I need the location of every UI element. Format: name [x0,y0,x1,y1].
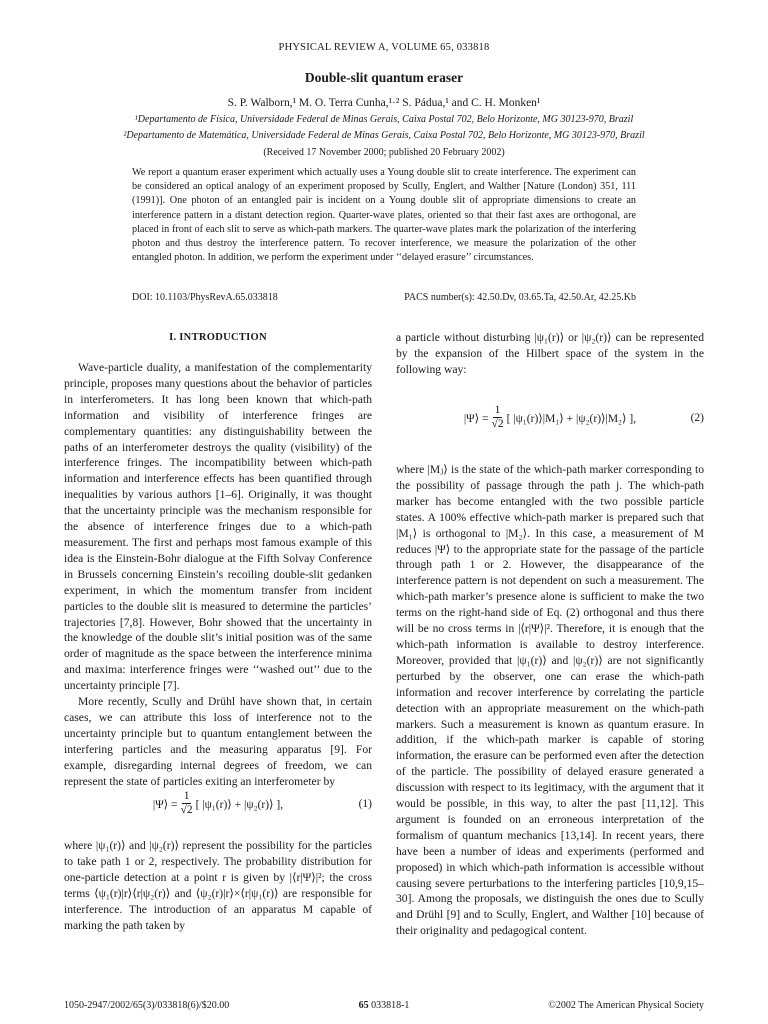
footer-copyright: ©2002 The American Physical Society [548,1000,704,1011]
intro-paragraph-3: where |ψ₁(r)⟩ and |ψ₂(r)⟩ represent the possibility for the particles to take path 1 or 2, respectively. The probability distribution for one-particle detection at a point r is given by |⟨r|Ψ⟩|²; the cross terms ⟨ψ₁(r)|r⟩⟨r|ψ₂(r)⟩ and ⟨ψ₂(r)|r⟩×⟨r|ψ₁(r)⟩ are responsible for interference. The introduction of an apparatus M capable of marking the path taken by [64,839,372,932]
eq2-rhs: [ |ψ₁(r)⟩|M₁⟩ + |ψ₂(r)⟩|M₂⟩ ], [506,412,637,425]
journal-header: PHYSICAL REVIEW A, VOLUME 65, 033818 [278,42,490,53]
affiliation-2: ²Departamento de Matemática, Universidade Federal de Minas Gerais, Caixa Postal 702, Belo Horizonte, MG 30123-970, Brazil [123,130,645,141]
eq2-lhs: |Ψ⟩ = [463,412,489,425]
right-paragraph-2: where |Mⱼ⟩ is the state of the which-path marker corresponding to the possibility of passage through the path j. The which-path marker has become entangled with the two possible particle states. A 100% effective which-path marker is prepared such that |M₁⟩ is orthogonal to |M₂⟩. In this case, a measurement of M reduces |Ψ⟩ to the appropriate state for the passage of the particle through path 1 or 2. However, the disappearance of the interference pattern is not dependent on such a measurement. The which-path marker’s presence alone is sufficient to make the two terms on the right-hand side of Eq. (2) orthogonal and thus there will be no cross terms in |⟨r|Ψ⟩|². Therefore, it is enough that the which-path information is available to destroy interference. Moreover, provided that |ψ₁(r)⟩ and |ψ₂(r)⟩ are not significantly perturbed by the observer, one can erase the which-path information and recover interference by correlating the particle detection with an appropriate measurement on the which-path markers. Such a measurement is known as quantum erasure. In addition, if the which-path marker is capable of storing information, the erasure can be performed even after the detection of the particle. The possibility of delayed erasure generated a discussion with respect to its legitimacy, with the argument that it would be possible, in this way, to alter the past [11,12]. This argument is founded on an erroneous interpretation of the formalism of quantum mechanics [13,14]. In recent years, there have been a number of ideas and experiments (performed and proposed) in which which-path information is accessible without causing severe perturbations to the interfering particles [10,9,15–30]. Among the proposals, we distinguish the ones due to Scully and Drühl [9] and to Scully, Englert, and Walther [10] because of their originality and pedagogical content. [396,463,704,938]
eq1-fraction [181,790,193,817]
eq2-number: (2) [690,411,704,424]
right-column-top [396,330,704,378]
footer-article-number: 033818-1 [371,1000,410,1011]
footer-issn: 1050-2947/2002/65(3)/033818(6)/$20.00 [64,1000,230,1011]
eq2-fraction [492,404,504,431]
left-column [64,360,372,789]
pacs-numbers: PACS number(s): 42.50.Dv, 03.65.Ta, 42.50.Ar, 42.25.Kb [404,292,636,303]
paper-title: Double-slit quantum eraser [304,70,464,85]
equation-2 [396,404,704,431]
right-column-body [396,462,704,939]
author-list: S. P. Walborn,¹ M. O. Terra Cunha,¹·² S. Pádua,¹ and C. H. Monken¹ [227,97,541,109]
received-date: (Received 17 November 2000; published 20 February 2002) [263,147,505,158]
eq1-rhs: [ |ψ₁(r)⟩ + |ψ₂(r)⟩ ], [195,798,284,811]
abstract: We report a quantum eraser experiment which actually uses a Young double slit to create interference. The experiment can be considered an optical analogy of an experiment proposed by Scully, Englert, and Walther [Nature (London) 351, 111 (1991)]. One photon of an entangled pair is incident on a Young double slit of appropriate dimensions to create an interference pattern in a distant detection region. Quarter-wave plates, oriented so that their fast axes are orthogonal, are placed in front of each slit to serve as which-path markers. The quarter-wave plates mark the polarization of the interfering photon and thus destroy the interference pattern. To recover interference, we measure the polarization of the other entangled photon. In addition, we perform the experiment under ‘‘delayed erasure’’ circumstances. [132,167,636,264]
right-paragraph-1: a particle without disturbing |ψ₁(r)⟩ or |ψ₂(r)⟩ can be represented by the expansion of the Hilbert space of the system in the following way: [396,331,704,376]
footer-volume: 65 [358,1000,369,1011]
eq1-lhs: |Ψ⟩ = [152,798,178,811]
eq1-denominator: √2 [180,804,193,816]
left-column-continued [64,838,372,933]
section-heading-introduction: I. INTRODUCTION [169,332,267,343]
eq2-numerator: 1 [494,404,501,416]
equation-1 [64,790,372,817]
eq1-number: (1) [358,797,372,810]
affiliation-1: ¹Departamento de Física, Universidade Federal de Minas Gerais, Caixa Postal 702, Belo Horizonte, MG 30123-970, Brazil [134,114,634,125]
eq1-numerator: 1 [183,790,190,802]
eq2-denominator: √2 [491,418,504,430]
intro-paragraph-2: More recently, Scully and Drühl have shown that, in certain cases, we can attribute this loss of interference not to the uncertainty principle but to quantum entanglement between the interfering particles and the measuring apparatus [9]. For example, disregarding internal degrees of freedom, we can represent the state of particles exiting an interferometer by [64,695,372,788]
doi-link[interactable]: DOI: 10.1103/PhysRevA.65.033818 [132,292,278,303]
intro-paragraph-1: Wave-particle duality, a manifestation of the complementarity principle, proposes many questions about the behavior of particles in interferometers. It has long been known that which-path information and visibility of interference fringes are complementary quantities: any distinguishability between the paths of an interferometer destroys the quality (visibility) of the interference fringes. The incompatibility between which-path information and interference effects has been quantified through inequalities by various authors [1–6]. Originally, it was thought that the uncertainty principle was the mechanism responsible for the absence of interference fringes due to a which-path measurement. The first and perhaps most famous example of this idea is the Einstein-Bohr dialogue at the Fifth Solvay Conference in Brussels concerning Einstein’s recoiling double-slit gedanken experiment, in which the momentum transfer from incident particles to the double slit is measured to determine the particles’ trajectories [7,8]. However, Bohr showed that the uncertainty in the knowledge of the double slit’s initial position was of the same order of magnitude as the space between the interference minima and maxima: interference fringes were ‘‘washed out’’ due to the uncertainty principle [7]. [64,361,372,693]
